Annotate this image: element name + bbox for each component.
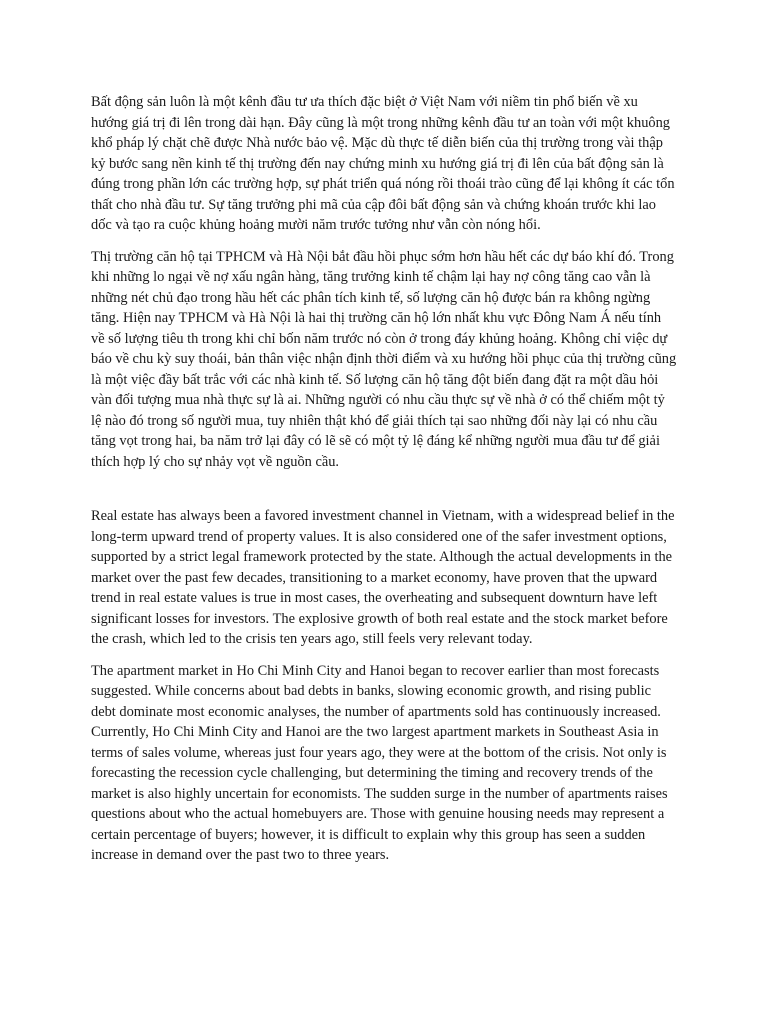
- vietnamese-paragraph-1: Bất động sản luôn là một kênh đầu tư ưa thích đặc biệt ở Việt Nam với niềm tin phổ biến về xu hướng giá trị đi lên trong dài hạn. Đây cũng là một trong những kênh đầu tư an toàn với một khuông khổ pháp lý chặt chẽ được Nhà nước bảo vệ. Mặc dù thực tế diễn biến của thị trường trong vài thập kỷ bước sang nền kinh tế thị trường đến nay chứng minh xu hướng giá trị đi lên của bất động sản là đúng trong phần lớn các trường hợp, sự phát triển quá nóng rồi thoái trào cũng để lại không ít các tổn thất cho nhà đầu tư. Sự tăng trưởng phi mã của cập đôi bất động sản và chứng khoán trước khi lao dốc và tạo ra cuộc khủng hoảng mười năm trước tưởng như vẫn còn nóng hổi.: [91, 94, 675, 233]
- english-paragraph-2: The apartment market in Ho Chi Minh City and Hanoi began to recover earlier than most forecasts suggested. While concerns about bad debts in banks, slowing economic growth, and rising public debt dominate most economic analyses, the number of apartments sold has continuously increased. Currently, Ho Chi Minh City and Hanoi are the two largest apartment markets in Southeast Asia in terms of sales volume, whereas just four years ago, they were at the bottom of the crisis. Not only is forecasting the recession cycle challenging, but determining the timing and recovery trends of the market is also highly uncertain for economists. The sudden surge in the number of apartments raises questions about who the actual homebuyers are. Those with genuine housing needs may represent a certain percentage of buyers; however, it is difficult to explain why this group has seen a sudden increase in demand over the past two to three years.: [91, 662, 668, 863]
- document-page: [91, 92, 677, 866]
- section-spacer: [91, 472, 677, 506]
- vietnamese-paragraph-2: Thị trường căn hộ tại TPHCM và Hà Nội bắt đầu hồi phục sớm hơn hầu hết các dự báo khí đó. Trong khi những lo ngại về nợ xấu ngân hàng, tăng trưởng kinh tế chậm lại hay nợ công tăng cao vẫn là những nét chủ đạo trong hầu hết các phân tích kinh tế, số lượng căn hộ được bán ra không ngừng tăng. Hiện nay TPHCM và Hà Nội là hai thị trường căn hộ lớn nhất khu vực Đông Nam Á nếu tính về số lượng tiêu th trong khi chỉ bốn năm trước nó còn ở trong đáy khủng hoảng. Không chỉ việc dự báo về chu kỳ suy thoái, bản thân việc nhận định thời điểm và xu hướng hồi phục của thị trường cũng là một việc đầy bất trắc với các nhà kinh tế. Số lượng căn hộ tăng đột biến đang đặt ra một dầu hỏi vàn đối tượng mua nhà thực sự là ai. Những người có nhu cầu thực sự về nhà ở có thể chiếm một tỷ lệ nào đó trong số người mua, tuy nhiên thật khó để giải thích tại sao những đối này lại có nhu cầu tăng vọt trong hai, ba năm trở lại đây có lẽ sẽ có một tỷ lệ đáng kể những người mua đầu tư để giải thích hợp lý cho sự nhảy vọt về nguồn cầu.: [91, 248, 677, 470]
- vietnamese-section: [91, 92, 677, 472]
- english-paragraph-1: Real estate has always been a favored investment channel in Vietnam, with a widespread belief in the long-term upward trend of property values. It is also considered one of the safer investment options, supported by a strict legal framework protected by the state. Although the actual developments in the market over the past few decades, transitioning to a market economy, have proven that the upward trend in real estate values is true in most cases, the overheating and subsequent downturn have left significant losses for investors. The explosive growth of both real estate and the stock market before the crash, which led to the crisis ten years ago, still feels very relevant today.: [91, 508, 675, 647]
- english-section: [91, 506, 677, 866]
